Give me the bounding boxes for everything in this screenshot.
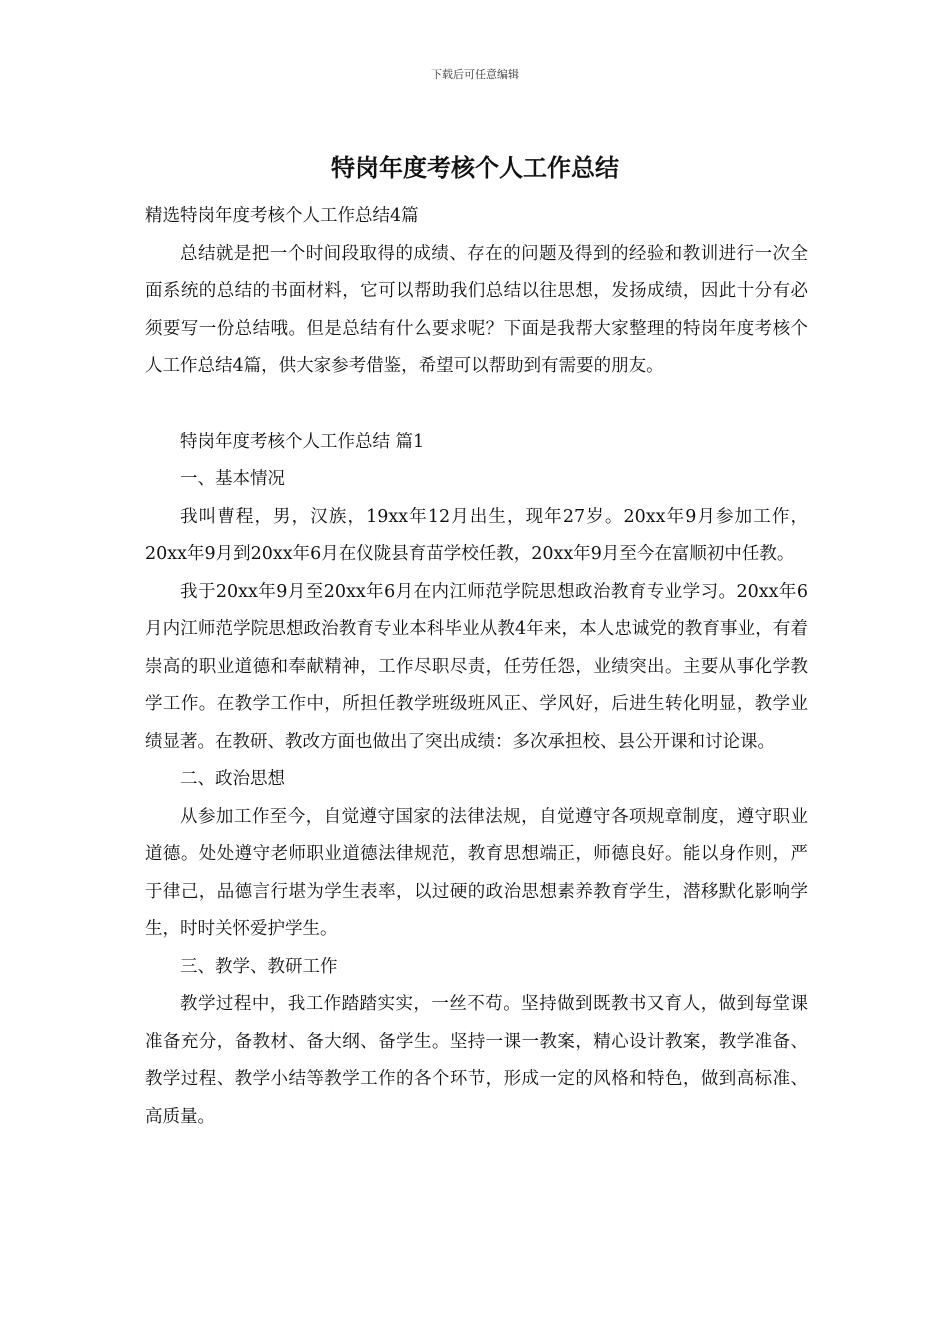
- paragraph-teaching: 教学过程中，我工作踏踏实实，一丝不苟。坚持做到既教书又育人，做到每堂课准备充分，备教材、备大纲、备学生。坚持一课一教案，精心设计教案，教学准备、教学过程、教学小结等教学工作的各个环节，形成一定的风格和特色，做到高标准、高质量。: [145, 994, 808, 1127]
- document-subtitle: 精选特岗年度考核个人工作总结4篇: [145, 206, 419, 226]
- heading-basic-info: 一、基本情况: [180, 469, 285, 489]
- document-body: [145, 198, 808, 1136]
- paragraph-political: 从参加工作至今，自觉遵守国家的法律法规，自觉遵守各项规章制度，遵守职业道德。处处遵守老师职业道德法律规范，教育思想端正，师德良好。能以身作则，严于律己，品德言行堪为学生表率，以过硬的政治思想素养教育学生，潜移默化影响学生，时时关怀爱护学生。: [145, 806, 808, 939]
- heading-teaching: 三、教学、教研工作: [180, 956, 338, 977]
- paragraph-education: 我于20xx年9月至20xx年6月在内江师范学院思想政治教育专业学习。20xx年6月内江师范学院思想政治教育专业本科毕业从教4年来，本人忠诚党的教育事业，有着崇高的职业道德和奉献精神，工作尽职尽责，任劳任怨，业绩突出。主要从事化学教学工作。在教学工作中，所担任教学班级班风正、学风好，后进生转化明显，教学业绩显著。在教研、教改方面也做出了突出成绩：多次承担校、县公开课和讨论课。: [145, 581, 808, 752]
- document-title: 特岗年度考核个人工作总结: [331, 153, 619, 182]
- paragraph-basic-info: 我叫曹程，男，汉族，19xx年12月出生，现年27岁。20xx年9月参加工作，20xx年9月到20xx年6月在仪陇县育苗学校任教，20xx年9月至今在富顺初中任教。: [145, 506, 808, 564]
- paragraph-spacer: [145, 386, 808, 424]
- intro-paragraph: 总结就是把一个时间段取得的成绩、存在的问题及得到的经验和教训进行一次全面系统的总结的书面材料，它可以帮助我们总结以往思想，发扬成绩，因此十分有必须要写一份总结哦。但是总结有什么要求呢？下面是我帮大家整理的特岗年度考核个人工作总结4篇，供大家参考借鉴，希望可以帮助到有需要的朋友。: [145, 243, 808, 376]
- header-note: 下载后可任意编辑: [431, 68, 519, 81]
- heading-political: 二、政治思想: [180, 769, 285, 789]
- section-title: 特岗年度考核个人工作总结 篇1: [180, 431, 425, 452]
